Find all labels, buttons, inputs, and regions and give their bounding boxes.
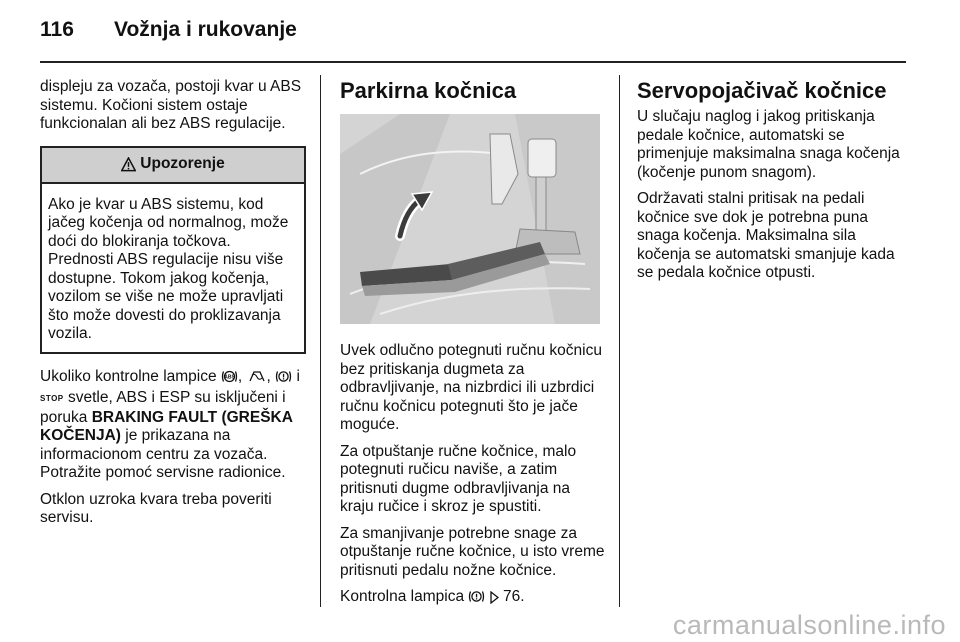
warning-title: Upozorenje xyxy=(140,155,225,173)
parking-brake-illustration xyxy=(340,114,600,324)
section-title: Vožnja i rukovanje xyxy=(114,18,297,41)
column-divider xyxy=(619,75,620,607)
parking-brake-lamp-paragraph: Kontrolna lampica 76. xyxy=(340,588,606,610)
column-divider xyxy=(320,75,321,607)
abs-lamp-icon xyxy=(221,369,238,390)
brake-lamp-icon xyxy=(468,589,485,610)
page-number: 116 xyxy=(40,18,74,41)
brake-assist-paragraph-1: U slučaju naglog i jakog pritiskanja pedale kočnice, automatski se primenjuje maksimalna snaga kočenja (kočenje punom snagom). xyxy=(637,108,900,181)
warning-triangle-icon xyxy=(121,157,136,172)
brake-assist-heading: Servopojačivač kočnice xyxy=(637,78,887,103)
watermark: carmanualsonline.info xyxy=(672,610,946,640)
warning-text: Ako je kvar u ABS sistemu, kod jačeg kočenja od normalnog, može doći do blokiranja točkova. Prednosti ABS regulacije nisu više dostupne. Tokom jakog kočenja, vozilom se više ne može upravljati što može dovesti do proklizavanja vozila. xyxy=(48,195,289,342)
parking-brake-release-paragraph: Za otpuštanje ručne kočnice, malo potegnuti ručicu naviše, a zatim pritisnuti dugme odbravljivanja na kraju ručice i skroz je spustiti. xyxy=(340,442,577,515)
esp-lamp-icon xyxy=(247,369,267,390)
brake-assist-paragraph-2: Održavati stalni pritisak na pedali kočnice sve dok je potrebna puna snaga kočenja. Maksimalna sila kočenja se automatski smanjuje kada se pedala kočnice otpusti. xyxy=(637,190,895,281)
abs-fault-paragraph: Ukoliko kontrolne lampice ABS , , i STOP svetle, ABS i ESP su isključeni i poruka BRAKING FAULT (GREŠKA KOČENJA) je prikazana na informacionom centru za vozača. Potražite pomoć servisne radionice. xyxy=(40,367,300,481)
abs-intro-paragraph: displeju za vozača, postoji kvar u ABS sistemu. Kočioni sistem ostaje funkcionalan ali bez ABS regulacije. xyxy=(40,78,302,132)
column-middle xyxy=(340,78,606,618)
page-ref-arrow-icon xyxy=(490,591,499,610)
header-rule xyxy=(40,61,906,63)
abs-service-paragraph: Otklon uzroka kvara treba poveriti servisu. xyxy=(40,490,272,526)
parking-brake-force-paragraph: Za smanjivanje potrebne snage za otpuštanje ručne kočnice, u isto vreme pritisnuti pedalu nožne kočnice. xyxy=(340,524,605,579)
parking-brake-drawing xyxy=(340,114,600,324)
column-right xyxy=(637,78,905,291)
warning-header xyxy=(42,148,304,184)
braking-fault-message: BRAKING FAULT (GREŠKA KOČENJA) xyxy=(40,408,293,444)
parking-brake-heading: Parkirna kočnica xyxy=(340,78,517,103)
parking-brake-apply-paragraph: Uvek odlučno potegnuti ručnu kočnicu bez pritiskanja dugmeta za odbravljivanje, na nizbrdici ili uzbrdici ručnu kočnicu potegnuti što je jače moguće. xyxy=(340,342,602,433)
brake-lamp-icon xyxy=(275,369,292,390)
page-reference[interactable]: 76. xyxy=(503,588,525,605)
stop-label: STOP xyxy=(40,394,64,403)
svg-text:ABS: ABS xyxy=(224,373,235,380)
warning-box xyxy=(40,146,306,354)
column-left xyxy=(40,78,306,536)
